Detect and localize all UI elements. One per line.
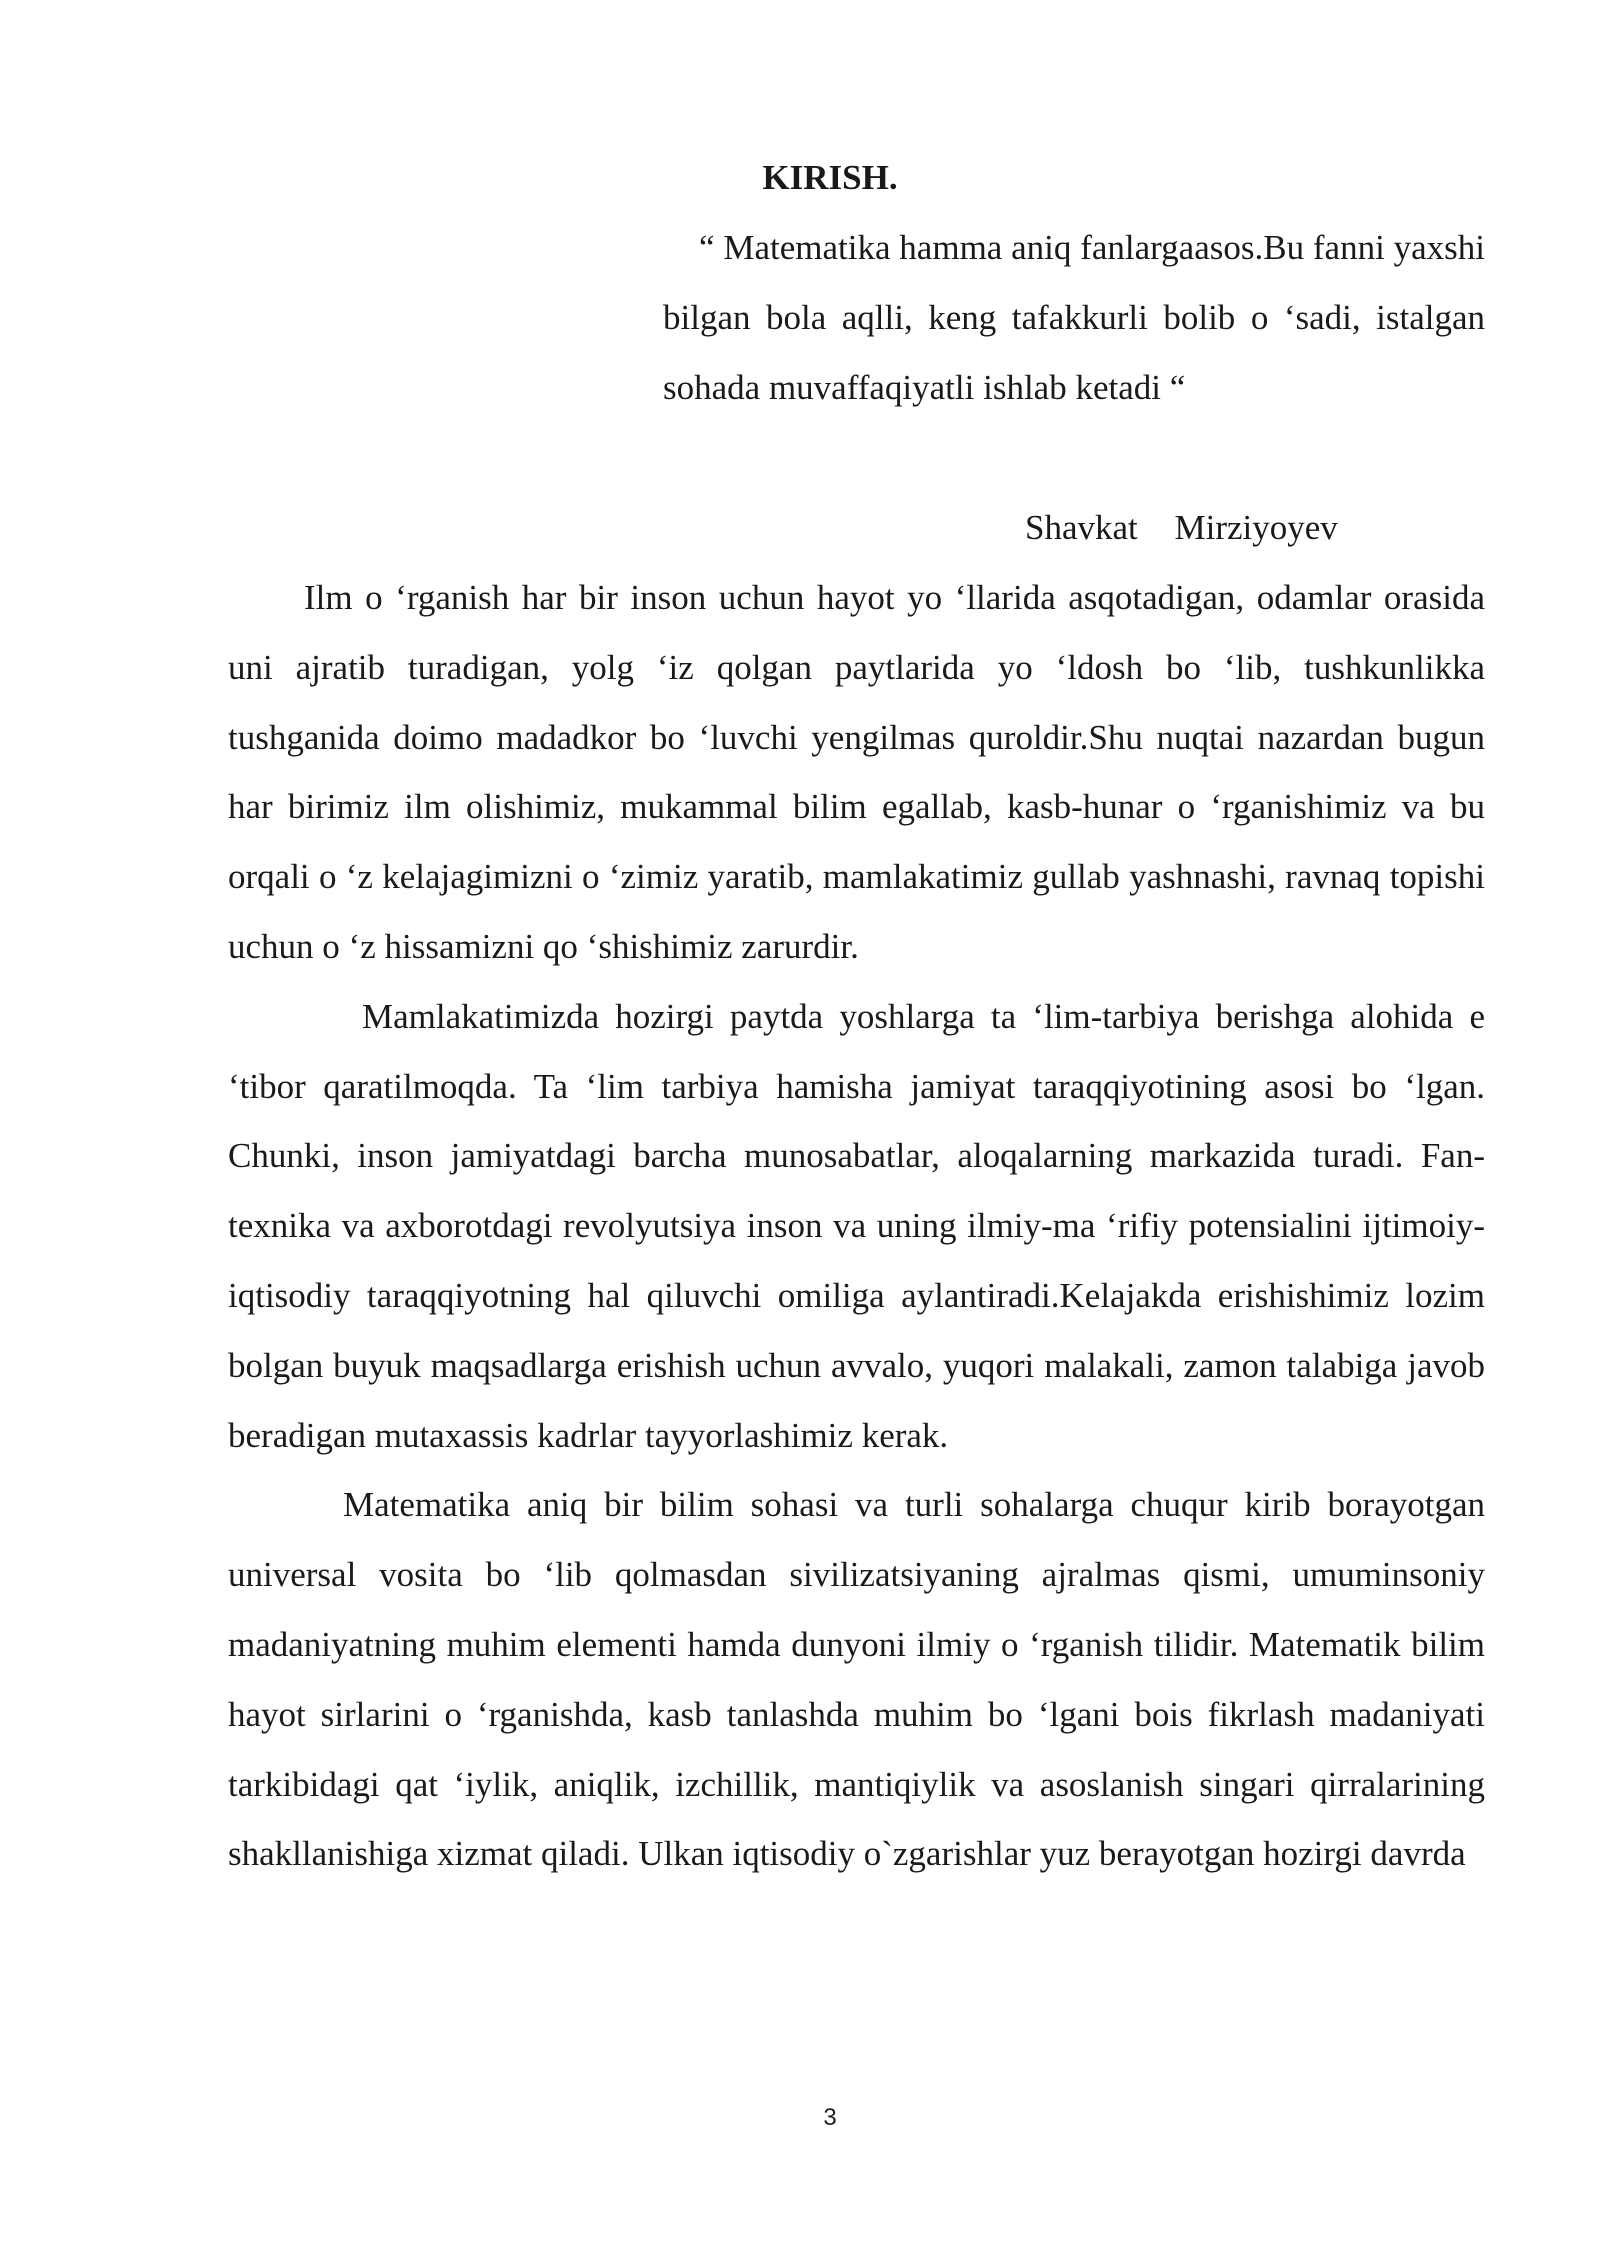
epigraph-author: Shavkat Mirziyoyev <box>1025 508 1338 547</box>
page-title: KIRISH. <box>762 158 898 197</box>
paragraph: Mamlakatimizda hozirgi paytda yoshlarga ta ‘lim-tarbiya berishga alohida e ‘tibor qaratilmoqda. Ta ‘lim tarbiya hamisha jamiyat taraqqiyotining asosi bo ‘lgan. Chunki, inson jamiyatdagi barcha munosabatlar, aloqalarning markazida turadi. Fan-texnika va axborotdagi revolyutsiya inson va uning ilmiy-ma ‘rifiy potensialini ijtimoiy-iqtisodiy taraqqiyotning hal qiluvchi omiliga aylantiradi.Kelajakda erishishimiz lozim bolgan buyuk maqsadlarga erishish uchun avvalo, yuqori malakali, zamon talabiga javob beradigan mutaxassis kadrlar tayyorlashimiz kerak. <box>228 996 1485 1455</box>
epigraph <box>663 213 1485 423</box>
body-text <box>228 563 1485 1889</box>
epigraph-quote: “ Matematika hamma aniq fanlargaasos.Bu fanni yaxshi bilgan bola aqlli, keng tafakkurli bolib o ‘sadi, istalgan sohada muvaffaqiyatli ishlab ketadi “ <box>663 228 1485 407</box>
paragraph: Matematika aniq bir bilim sohasi va turli sohalarga chuqur kirib borayotgan universal vosita bo ‘lib qolmasdan sivilizatsiyaning ajralmas qismi, umuminsoniy madaniyatning muhim elementi hamda dunyoni ilmiy o ‘rganish tilidir. Matematik bilim hayot sirlarini o ‘rganishda, kasb tanlashda muhim bo ‘lgani bois fikrlash madaniyati tarkibidagi qat ‘iylik, aniqlik, izchillik, mantiqiylik va asoslanish singari qirralarining shakllanishiga xizmat qiladi. Ulkan iqtisodiy o`zgarishlar yuz berayotgan hozirgi davrda <box>228 1485 1485 1874</box>
page-number: 3 <box>823 2104 837 2131</box>
paragraph: Ilm o ‘rganish har bir inson uchun hayot yo ‘llarida asqotadigan, odamlar orasida uni ajratib turadigan, yolg ‘iz qolgan paytlarida yo ‘ldosh bo ‘lib, tushkunlikka tushganida doimo madadkor bo ‘luvchi yengilmas quroldir.Shu nuqtai nazardan bugun har birimiz ilm olishimiz, mukammal bilim egallab, kasb-hunar o ‘rganishimiz va bu orqali o ‘z kelajagimizni o ‘zimiz yaratib, mamlakatimiz gullab yashnashi, ravnaq topishi uchun o ‘z hissamizni qo ‘shishimiz zarurdir. <box>228 578 1485 966</box>
